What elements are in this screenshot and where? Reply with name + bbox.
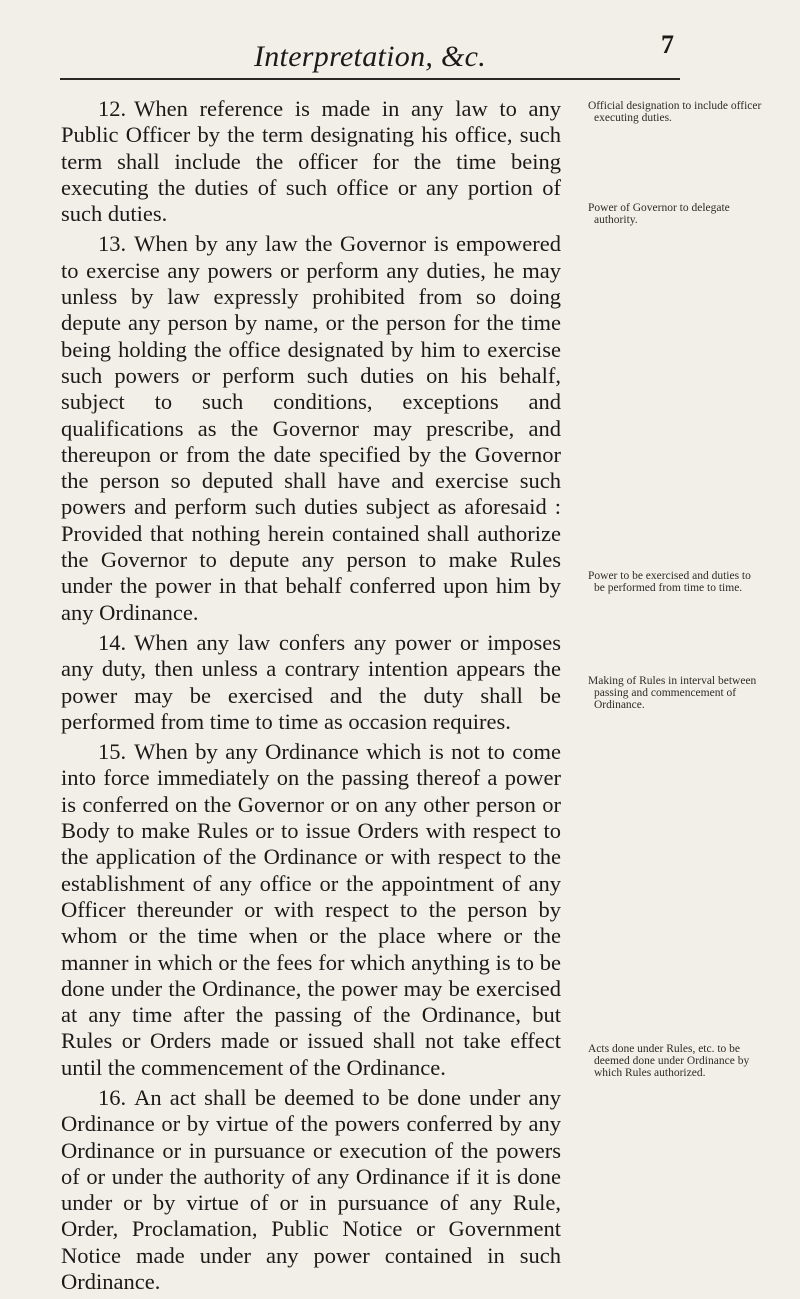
page-header — [60, 30, 680, 80]
section-14 — [61, 630, 561, 735]
section-16 — [61, 1085, 561, 1295]
marginal-note-15: Making of Rules in interval between passing and commencement of Ordinance. — [588, 675, 757, 711]
section-text: When by any law the Governor is empowered to exercise any powers or perform any duties, he may unless by law expressly prohibited from so doing depute any person by name, or the person for the time being holding the office designated by him to exercise such powers or perform such duties on his behalf, subject to such conditions, exceptions and qualifications as the Governor may prescribe, and thereupon or from the date specified by the Governor the person so deputed shall have and exercise such powers and perform such duties subject as aforesaid : Provided that nothing herein contained shall authorize the Governor to depute any person to make Rules under the power in that behalf conferred upon him by any Ordinance. — [61, 231, 561, 625]
section-number: 13. — [98, 231, 127, 257]
running-head: Interpretation, &c. — [253, 40, 487, 73]
section-text: An act shall be deemed to be done under any Ordinance or by virtue of the powers conferred by any Ordinance or in pursuance or execution of the powers of or under the authority of any Ordinance if it is done under or by virtue of or in pursuance of any Rule, Order, Proclamation, Public Notice or Government Notice made under any power contained in such Ordinance. — [61, 1084, 561, 1295]
header-rule — [60, 78, 680, 80]
section-text: When by any Ordinance which is not to come into force immediately on the passing thereof a power is conferred on the Governor or on any other person or Body to make Rules or to issue Orders with respect to the application of the Ordinance or with respect to the establishment of any office or the appointment of any Officer thereunder or with respect to the person by whom or the time when or the place where or the manner in which or the fees for which anything is to be done under the Ordinance, the power may be exercised at any time after the passing of the Ordinance, but Rules or Orders made or issued shall not take effect until the commencement of the Ordinance. — [61, 739, 561, 1080]
section-13 — [61, 231, 561, 625]
page-number: 7 — [661, 30, 674, 59]
marginal-note-14: Power to be exercised and duties to be performed from time to time. — [588, 570, 751, 594]
section-number: 16. — [98, 1084, 127, 1110]
section-number: 14. — [98, 629, 127, 655]
main-text — [61, 96, 561, 1299]
section-12 — [61, 96, 561, 227]
section-number: 12. — [98, 96, 127, 121]
section-text: When reference is made in any law to any Public Officer by the term designating his office, such term shall include the officer for the time being executing the duties of such office or any portion of such duties. — [61, 96, 561, 227]
marginal-note-16: Acts done under Rules, etc. to be deemed done under Ordinance by which Rules authorized. — [588, 1043, 750, 1079]
marginal-note-13: Power of Governor to delegate authority. — [588, 202, 730, 226]
section-number: 15. — [98, 739, 127, 765]
marginal-note-12: Official designation to include officer executing duties. — [588, 100, 762, 124]
section-15 — [61, 739, 561, 1081]
section-text: When any law confers any power or imposes any duty, then unless a contrary intention appears the power may be exercised and the duty shall be performed from time to time as occasion requires. — [61, 629, 561, 734]
